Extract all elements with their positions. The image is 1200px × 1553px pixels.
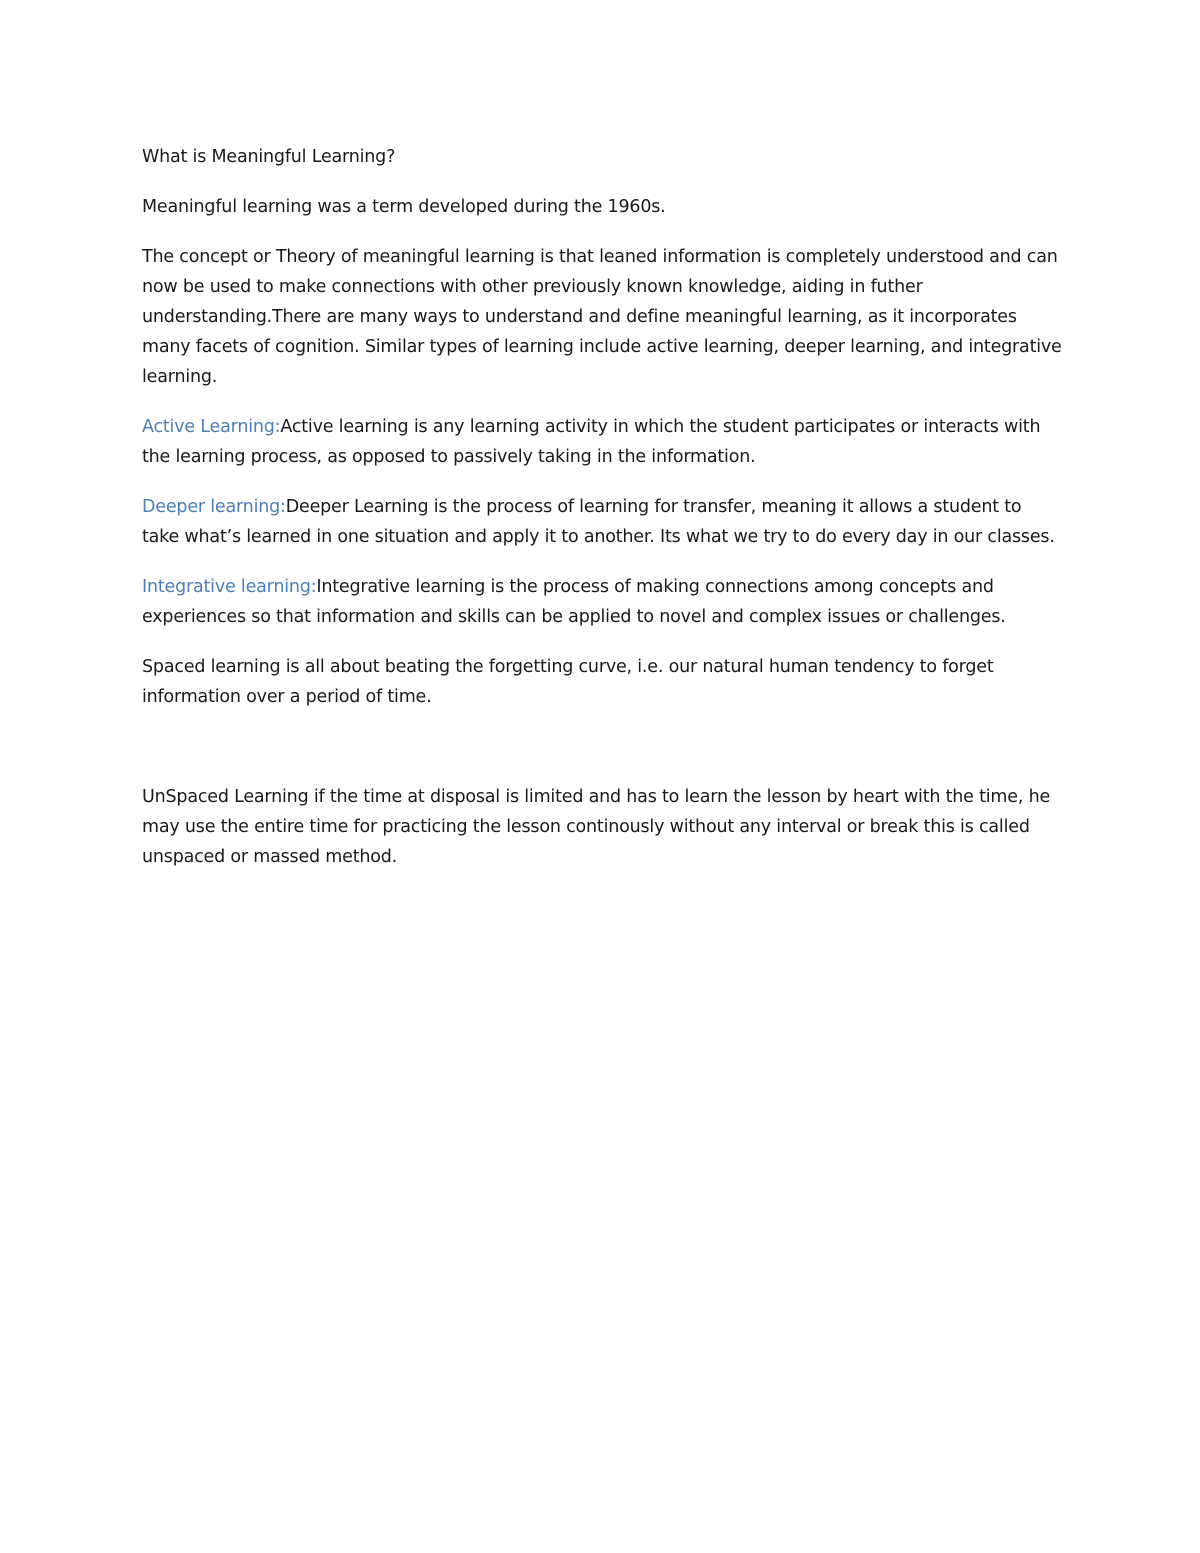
unspaced-learning-paragraph: UnSpaced Learning if the time at disposal is limited and has to learn the lesson by heart with the time, he may use the entire time for practicing the lesson continously without any interval or break this is called unspaced or massed method. [142,787,1051,867]
integrative-learning-text: Integrative learning is the process of making connections among concepts and experiences so that information and skills can be applied to novel and complex issues or challenges. [142,577,1006,627]
document-title: What is Meaningful Learning? [142,147,396,167]
integrative-learning-term: Integrative learning: [142,577,317,597]
document-body [142,142,1062,892]
deeper-learning-paragraph [142,492,1062,552]
intro-paragraph: Meaningful learning was a term developed during the 1960s. [142,197,666,217]
integrative-learning-paragraph [142,572,1062,632]
active-learning-paragraph [142,412,1062,472]
deeper-learning-text: Deeper Learning is the process of learning for transfer, meaning it allows a student to take what’s learned in one situation and apply it to another. Its what we try to do every day in our classes. [142,497,1055,547]
active-learning-term: Active Learning: [142,417,281,437]
spaced-learning-paragraph: Spaced learning is all about beating the forgetting curve, i.e. our natural human tendency to forget information over a period of time. [142,657,994,707]
concept-paragraph: The concept or Theory of meaningful learning is that leaned information is completely understood and can now be used to make connections with other previously known knowledge, aiding in futher understanding.There are many ways to understand and define meaningful learning, as it incorporates many facets of cognition. Similar types of learning include active learning, deeper learning, and integrative learning. [142,247,1062,387]
deeper-learning-term: Deeper learning: [142,497,286,517]
active-learning-text: Active learning is any learning activity in which the student participates or interacts with the learning process, as opposed to passively taking in the information. [142,417,1041,467]
